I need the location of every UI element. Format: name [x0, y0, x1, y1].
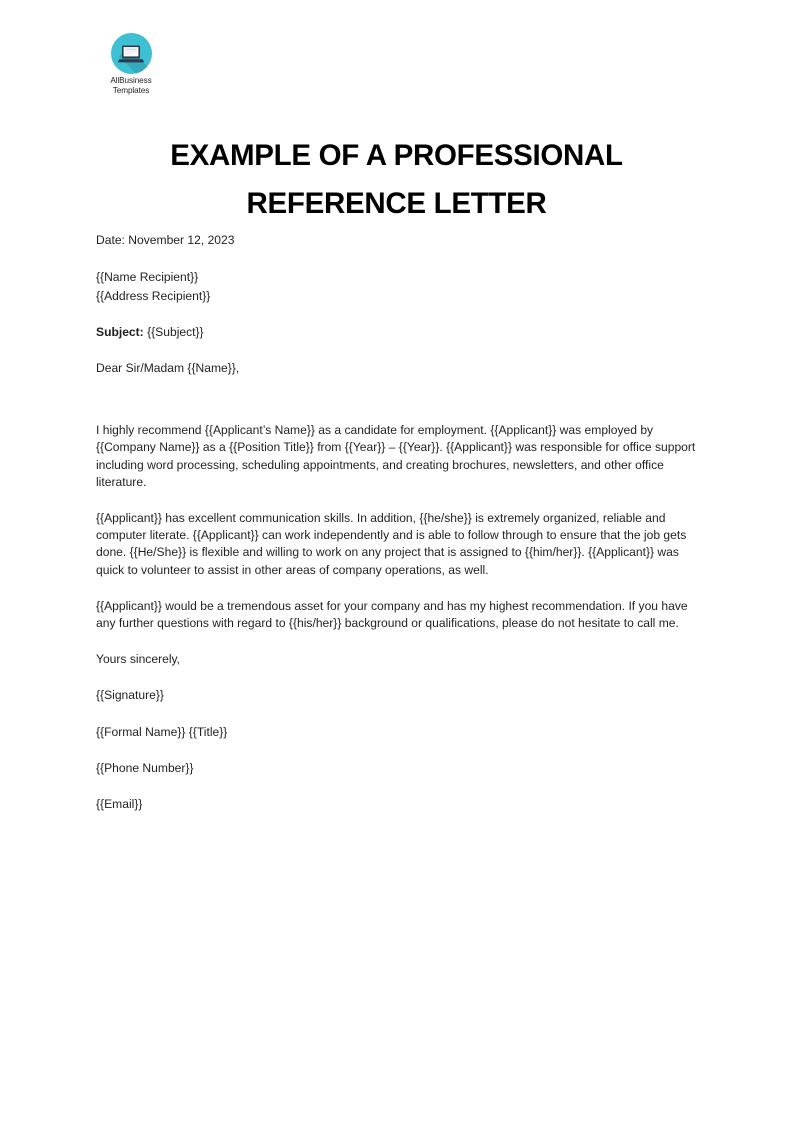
letter-body — [96, 232, 699, 813]
sender-email: {{Email}} — [96, 797, 143, 812]
body-paragraph-2: {{Applicant}} has excellent communication skills. In addition, {{he/she}} is extremely organized, reliable and computer literate. {{Applicant}} can work independently and is able to follow through to ensure that the job gets done. {{He/She}} is flexible and willing to work on any project that is assigned to {{him/her}}. {{Applicant}} was quick to volunteer to assist in other areas of company operations, as well. — [96, 511, 687, 577]
closing-phrase: Yours sincerely, — [96, 652, 181, 667]
spacer — [96, 396, 699, 422]
brand-name-line-1: AllBusiness — [110, 76, 152, 85]
subject-value: {{Subject}} — [147, 324, 204, 339]
recipient-address: {{Address Recipient}} — [96, 288, 211, 303]
brand-logo — [96, 33, 166, 97]
recipient-block — [96, 268, 699, 305]
subject-line — [96, 324, 699, 341]
page-title-line-2: REFERENCE LETTER — [246, 186, 547, 220]
brand-name — [96, 76, 166, 97]
salutation: Dear Sir/Madam {{Name}}, — [96, 361, 240, 375]
brand-name-line-2: Templates — [112, 86, 150, 96]
body-paragraph-3: {{Applicant}} would be a tremendous asset for your company and has my highest recommendation. If you have any further questions with regard to {{his/her}} background or qualifications, please do not hesitate to call me. — [96, 598, 688, 631]
recipient-name: {{Name Recipient}} — [96, 270, 199, 285]
laptop-glyph — [118, 44, 144, 64]
sender-name-title: {{Formal Name}} {{Title}} — [96, 724, 228, 739]
page-title — [96, 132, 697, 228]
letter-date: Date: November 12, 2023 — [96, 233, 235, 247]
sender-phone: {{Phone Number}} — [96, 760, 194, 775]
laptop-icon — [111, 33, 152, 74]
subject-label: Subject: — [96, 324, 144, 339]
signature-placeholder: {{Signature}} — [96, 688, 164, 703]
body-paragraph-1: I highly recommend {{Applicant’s Name}} as a candidate for employment. {{Applicant}} was employed by {{Company Name}} as a {{Position Title}} from {{Year}} – {{Year}}. {{Applicant}} was responsible for office support including word processing, scheduling appointments, and creating brochures, newsletters, and other office literature. — [96, 423, 696, 489]
page-title-line-1: EXAMPLE OF A PROFESSIONAL — [170, 138, 623, 172]
